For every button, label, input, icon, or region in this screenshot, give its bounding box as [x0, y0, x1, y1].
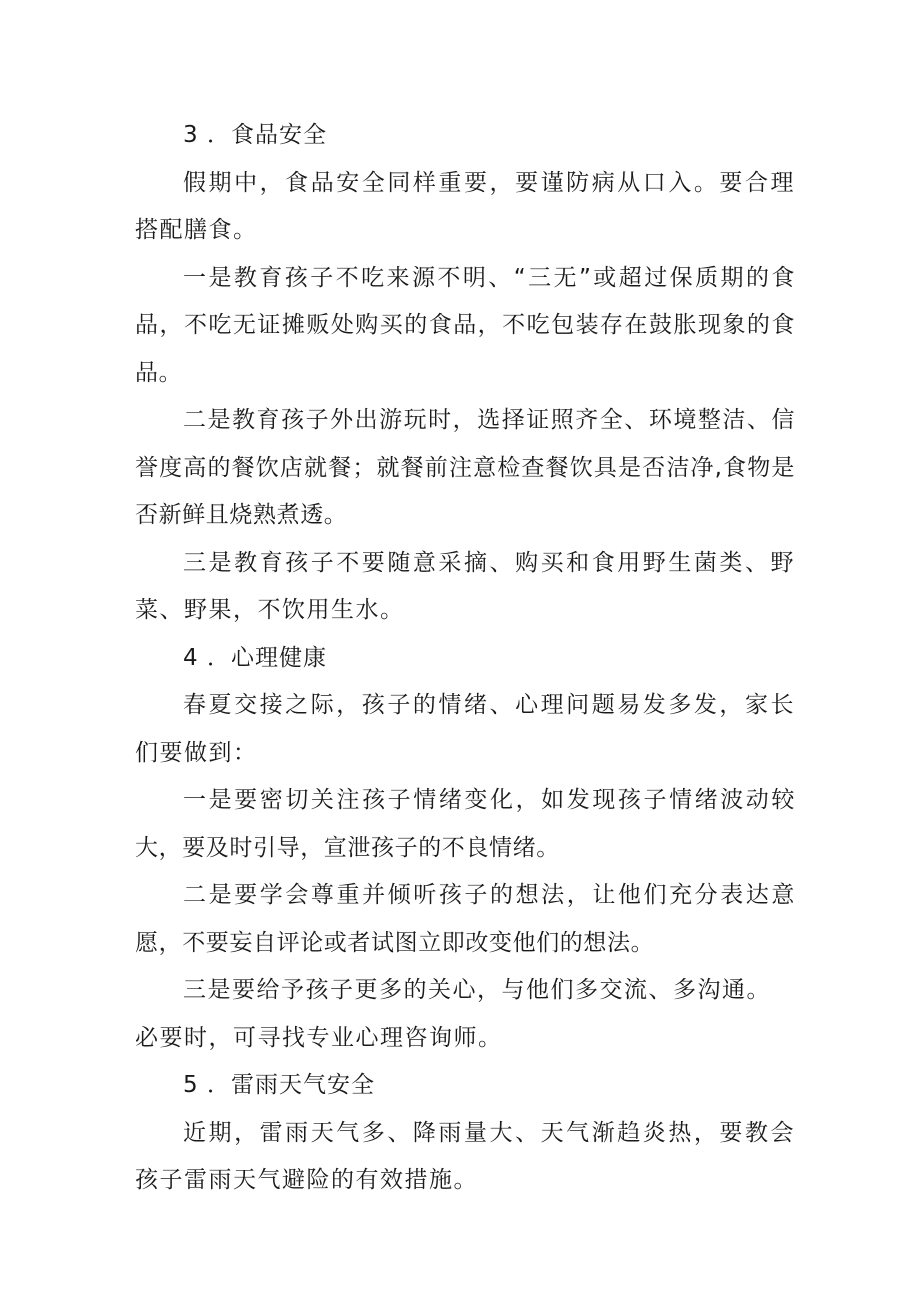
paragraph-mental-point-2: 二是要学会尊重并倾听孩子的想法，让他们充分表达意愿，不要妄自评论或者试图立即改变他们的想法。	[135, 882, 795, 956]
paragraph-food-point-2: 二是教育孩子外出游玩时，选择证照齐全、环境整洁、信誉度高的餐饮店就餐；就餐前注意检查餐饮具是否洁净,食物是否新鲜且烧熟煮透。	[135, 407, 795, 528]
paragraph-weather-intro: 近期，雷雨天气多、降雨量大、天气渐趋炎热，要教会孩子雷雨天气避险的有效措施。	[135, 1119, 795, 1193]
section-heading-thunderstorm-safety: 5 ．雷雨天气安全	[183, 1072, 375, 1098]
paragraph-food-point-1: 一是教育孩子不吃来源不明、“三无”或超过保质期的食品，不吃无证摊贩处购买的食品，不吃包装存在鼓胀现象的食品。	[135, 264, 795, 386]
section-heading-food-safety: 3 ．食品安全	[183, 122, 327, 148]
paragraph-mental-point-1: 一是要密切关注孩子情绪变化，如发现孩子情绪波动较大，要及时引导，宣泄孩子的不良情绪。	[135, 787, 795, 861]
paragraph-mental-intro: 春夏交接之际，孩子的情绪、心理问题易发多发，家长们要做到：	[135, 692, 795, 766]
paragraph-mental-point-3: 三是要给予孩子更多的关心，与他们多交流、多沟通。	[183, 977, 771, 1003]
paragraph-food-point-3: 三是教育孩子不要随意采摘、购买和食用野生菌类、野菜、野果，不饮用生水。	[135, 549, 795, 623]
section-heading-mental-health: 4 ．心理健康	[183, 644, 327, 671]
paragraph-mental-note: 必要时，可寻找专业心理咨询师。	[135, 1024, 503, 1051]
document-body	[135, 112, 795, 1205]
paragraph-food-intro: 假期中，食品安全同样重要，要谨防病从口入。要合理搭配膳食。	[135, 169, 795, 243]
